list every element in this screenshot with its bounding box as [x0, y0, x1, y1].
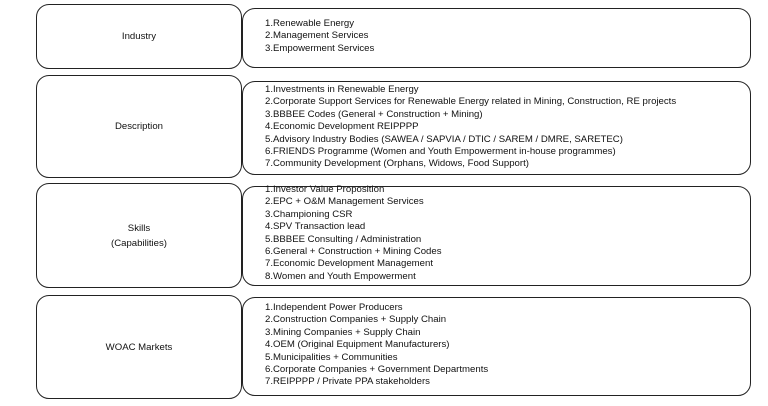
list-item: 2.Management Services: [265, 30, 369, 42]
list-item: 1.Independent Power Producers: [265, 302, 403, 313]
list-item: 2.Corporate Support Services for Renewable Energy related in Mining, Construction, RE projects: [265, 96, 677, 108]
skills-label-line-2: (Capabilities): [111, 237, 167, 249]
list-item: 1.Renewable Energy: [265, 18, 355, 29]
list-item: 4.Economic Development REIPPPP: [265, 121, 419, 133]
list-item: 3.Empowerment Services: [265, 42, 375, 54]
skills-label-line-1: Skills: [127, 222, 151, 234]
industry-label-box: [36, 4, 242, 69]
list-item: 3.BBBEE Codes (General + Construction + Mining): [265, 108, 483, 120]
industry-list: [265, 18, 750, 55]
skills-label-box: [36, 183, 242, 288]
list-item: 6.Corporate Companies + Government Departments: [265, 364, 489, 376]
skills-label: [111, 221, 167, 251]
description-label: Description: [115, 121, 163, 132]
skills-list: [265, 184, 750, 283]
woac-markets-label: WOAC Markets: [105, 341, 173, 353]
list-item: 5.BBBEE Consulting / Administration: [265, 233, 422, 245]
list-item: 4.OEM (Original Equipment Manufacturers): [265, 339, 450, 351]
list-item: 5.Advisory Industry Bodies (SAWEA / SAPVIA / DTIC / SAREM / DMRE, SARETEC): [265, 133, 623, 145]
list-item: 3.Championing CSR: [265, 208, 353, 220]
skills-content-box: [242, 186, 751, 286]
woac-markets-list: [265, 302, 750, 389]
list-item: 2.EPC + O&M Management Services: [265, 196, 424, 208]
list-item: 7.REIPPPP / Private PPA stakeholders: [265, 376, 430, 388]
list-item: 1.Investor Value Proposition: [265, 184, 385, 195]
list-item: 6.FRIENDS Programme (Women and Youth Empowerment in-house programmes): [265, 146, 616, 158]
woac-markets-content-box: [242, 297, 751, 396]
woac-markets-label-box: [36, 295, 242, 399]
list-item: 1.Investments in Renewable Energy: [265, 84, 419, 95]
list-item: 3.Mining Companies + Supply Chain: [265, 326, 421, 338]
description-content-box: [242, 81, 751, 175]
description-list: [265, 84, 750, 171]
list-item: 2.Construction Companies + Supply Chain: [265, 314, 447, 326]
description-label-box: [36, 75, 242, 178]
list-item: 4.SPV Transaction lead: [265, 221, 366, 233]
list-item: 7.Community Development (Orphans, Widows, Food Support): [265, 158, 529, 170]
industry-content-box: [242, 8, 751, 68]
list-item: 8.Women and Youth Empowerment: [265, 270, 416, 282]
list-item: 6.General + Construction + Mining Codes: [265, 246, 442, 258]
industry-label: Industry: [121, 31, 157, 42]
list-item: 7.Economic Development Management: [265, 258, 433, 270]
list-item: 5.Municipalities + Communities: [265, 351, 398, 363]
